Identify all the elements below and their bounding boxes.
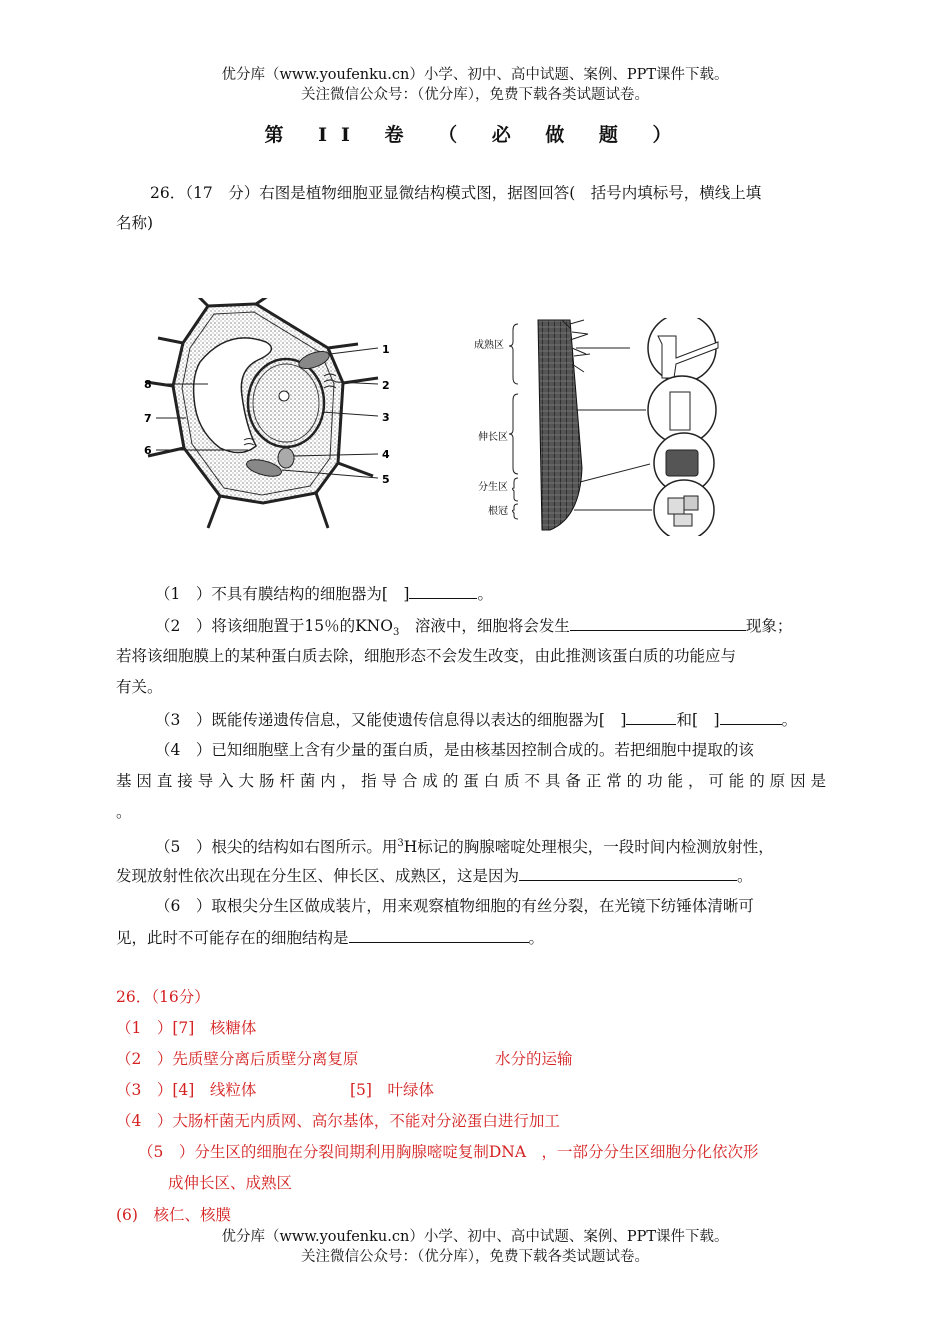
q1-text: （1 ）不具有膜结构的细胞器为[ ] — [155, 585, 410, 603]
answer-6: (6) 核仁、核膜 — [116, 1206, 231, 1224]
q5-line-2-end: 。 — [737, 867, 753, 885]
answer-2a: （2 ）先质壁分离后质壁分离复原 — [116, 1050, 359, 1068]
q2-line-2: 若将该细胞膜上的某种蛋白质去除，细胞形态不会发生改变，由此推测该蛋白质的功能应与 — [116, 647, 737, 665]
question-intro-line-1: 26．（17 分）右图是植物细胞亚显微结构模式图，据图回答( 括号内填标号，横线上填 — [150, 184, 762, 202]
q5-line-2 — [116, 865, 753, 886]
q3-text-c: 。 — [781, 711, 798, 729]
root-zone-cap: 根冠 — [488, 506, 508, 517]
cell-label-2: 2 — [382, 379, 390, 392]
q1-blank[interactable] — [409, 583, 477, 599]
answer-2b: 水分的运输 — [495, 1050, 573, 1068]
q5-line-2-text: 发现放射性依次出现在分生区、伸长区、成熟区，这是因为 — [116, 867, 520, 885]
cell-label-7: 7 — [144, 412, 152, 425]
q2-text-b: 溶液中，细胞将会发生 — [399, 617, 570, 635]
q2-blank[interactable] — [570, 615, 746, 631]
q1 — [155, 583, 493, 604]
q3-blank-2[interactable] — [720, 709, 782, 725]
cell-label-5: 5 — [382, 473, 390, 486]
q2-line-3: 有关。 — [116, 678, 163, 696]
root-tip-diagram — [470, 318, 730, 536]
q2-subscript: 3 — [392, 627, 400, 639]
answer-5-line-1: （5 ）分生区的细胞在分裂间期利用胸腺嘧啶复制DNA ，一部分分生区细胞分化依次形 — [138, 1143, 759, 1161]
q5-blank[interactable] — [519, 865, 737, 881]
q4-line-1: （4 ）已知细胞壁上含有少量的蛋白质，是由核基因控制合成的。若把细胞中提取的该 — [155, 741, 754, 759]
answer-3a: （3 ）[4] 线粒体 — [116, 1081, 257, 1099]
q2-text: （2 ）将该细胞置于15％的KNO — [155, 617, 393, 635]
q2-text-c: 现象； — [745, 617, 793, 635]
answer-5-line-2: 成伸长区、成熟区 — [168, 1174, 293, 1192]
answer-3b: [5] 叶绿体 — [350, 1081, 434, 1099]
q3 — [155, 709, 797, 730]
plant-cell-diagram — [138, 298, 398, 530]
q4-line-3: 。 — [116, 803, 132, 821]
q3-blank-1[interactable] — [626, 709, 676, 725]
q6-line-1: （6 ）取根尖分生区做成装片，用来观察植物细胞的有丝分裂，在光镜下纺锤体清晰可 — [155, 897, 754, 915]
header-line-1: 优分库（www.youfenku.cn）小学、初中、高中试题、案例、PPT课件下载。 — [221, 67, 729, 83]
question-intro-line-2: 名称) — [116, 214, 154, 232]
root-zone-mature: 成熟区 — [474, 340, 504, 351]
answer-4: （4 ）大肠杆菌无内质网、高尔基体，不能对分泌蛋白进行加工 — [116, 1112, 560, 1130]
answer-1: （1 ）[7] 核糖体 — [116, 1019, 257, 1037]
footer-line-2: 关注微信公众号：（优分库），免费下载各类试题试卷。 — [301, 1249, 649, 1265]
header-line-2: 关注微信公众号：（优分库），免费下载各类试题试卷。 — [301, 87, 649, 103]
q5-superscript: 3 — [397, 838, 404, 849]
cell-label-3: 3 — [382, 411, 390, 424]
q6-line-2 — [116, 927, 544, 948]
q5 — [155, 834, 774, 857]
q4-line-2: 基 因 直 接 导 入 大 肠 杆 菌 内 ， 指 导 合 成 的 蛋 白 质 不 具 备 正 常 的 功 能 ， 可 能 的 原 因 是 — [116, 772, 827, 790]
section-title: 第 II 卷 （ 必 做 题 ） — [264, 124, 686, 146]
q3-text-b: 和[ ] — [676, 711, 720, 729]
footer-line-1: 优分库（www.youfenku.cn）小学、初中、高中试题、案例、PPT课件下载。 — [221, 1229, 729, 1245]
cell-label-8: 8 — [144, 378, 152, 391]
cell-label-6: 6 — [144, 444, 152, 457]
q3-text: （3 ）既能传递遗传信息，又能使遗传信息得以表达的细胞器为[ ] — [155, 711, 627, 729]
q6-line-2-text: 见，此时不可能存在的细胞结构是 — [116, 929, 349, 947]
cell-label-4: 4 — [382, 448, 390, 461]
root-zone-elongation: 伸长区 — [478, 432, 508, 443]
answer-heading: 26．（16分） — [116, 988, 210, 1006]
root-zone-meristem: 分生区 — [478, 482, 508, 493]
q2 — [155, 615, 792, 643]
q6-line-2-end: 。 — [528, 929, 545, 947]
q5-text: （5 ）根尖的结构如右图所示。用 — [155, 838, 398, 857]
q5-text-b: H标记的胸腺嘧啶处理根尖，一段时间内检测放射性， — [403, 838, 774, 857]
q1-end: 。 — [477, 585, 493, 603]
cell-label-1: 1 — [382, 343, 390, 356]
q6-blank[interactable] — [349, 927, 529, 943]
